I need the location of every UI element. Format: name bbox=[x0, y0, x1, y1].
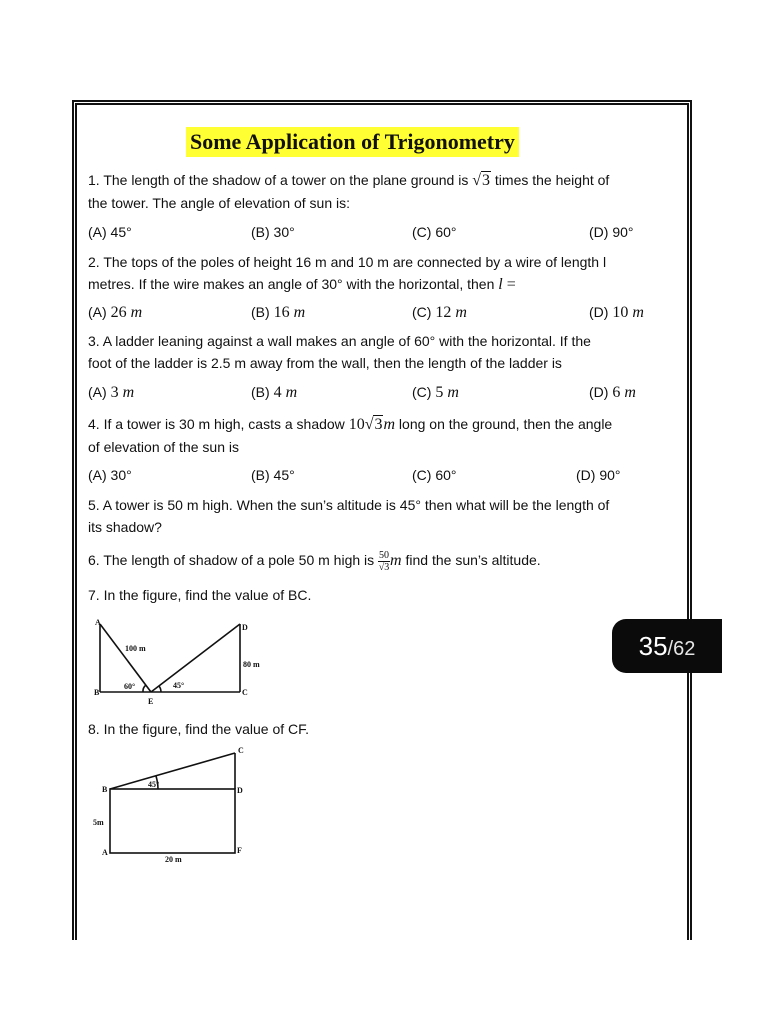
q4-text-b: long on the ground, then the angle bbox=[395, 416, 613, 432]
q5-line1: 5. A tower is 50 m high. When the sun’s altitude is 45° then what will be the length of bbox=[88, 497, 610, 513]
q1-sqrt: √3 bbox=[472, 172, 491, 189]
q2-option-c-label: (C) bbox=[412, 304, 436, 320]
q8-line1: 8. In the figure, find the value of CF. bbox=[88, 721, 310, 737]
question-7 bbox=[88, 584, 683, 606]
q2-option-d-label: (D) bbox=[589, 304, 613, 320]
q6-fraction-den: √3 bbox=[378, 561, 390, 573]
fig7-angle-right: 45° bbox=[173, 681, 185, 690]
question-4 bbox=[88, 413, 683, 458]
q1-option-c: (C) 60° bbox=[412, 224, 457, 240]
q3-option-a-value: 3 bbox=[110, 384, 123, 401]
q2-option-b-value: 16 bbox=[273, 304, 294, 321]
q1-option-d: (D) 90° bbox=[589, 224, 634, 240]
fig7-label-dc: 80 m bbox=[243, 660, 260, 669]
question-5 bbox=[88, 494, 683, 538]
q1-options bbox=[88, 221, 683, 243]
fig8-label-d: D bbox=[237, 786, 243, 795]
fig8-angle: 45° bbox=[148, 780, 160, 789]
fig7-label-e: E bbox=[148, 697, 154, 706]
q3-option-b-unit: m bbox=[285, 384, 298, 401]
question-3 bbox=[88, 330, 683, 374]
q2-line1: 2. The tops of the poles of height 16 m and 10 m are connected by a wire of length l bbox=[88, 254, 607, 270]
q4-option-b: (B) 45° bbox=[251, 467, 295, 483]
q3-option-c-unit: m bbox=[447, 384, 459, 401]
fig7-label-d: D bbox=[242, 623, 248, 632]
fig8-label-f: F bbox=[237, 846, 242, 855]
q1-text-a: 1. The length of the shadow of a tower on the plane ground is bbox=[88, 172, 473, 188]
fig7-label-c: C bbox=[242, 688, 248, 697]
q6-text-a: 6. The length of shadow of a pole 50 m high is bbox=[88, 552, 379, 568]
page-current: 35 bbox=[638, 631, 668, 661]
fig7-label-a: A bbox=[95, 618, 101, 627]
q2-option-d-value: 10 bbox=[612, 304, 633, 321]
fig8-label-a: A bbox=[102, 848, 108, 857]
q4-option-a: (A) 30° bbox=[88, 467, 132, 483]
figure-7-diagram bbox=[88, 615, 278, 710]
page-title: Some Application of Trigonometry bbox=[186, 127, 519, 157]
q4-sqrt: √3 bbox=[364, 416, 383, 433]
fig7-angle-arc-right bbox=[159, 686, 161, 692]
q3-options bbox=[88, 381, 683, 403]
question-8 bbox=[88, 718, 683, 740]
question-1 bbox=[88, 169, 683, 214]
q2-option-b-label: (B) bbox=[251, 304, 274, 320]
q3-option-c-label: (C) bbox=[412, 384, 436, 400]
fig7-line-ed bbox=[151, 624, 240, 692]
fig7-angle-left: 60° bbox=[124, 682, 136, 691]
q3-line2: foot of the ladder is 2.5 m away from the wall, then the length of the ladder is bbox=[88, 355, 562, 371]
q4-sqrt-radicand: 3 bbox=[374, 416, 383, 433]
question-2 bbox=[88, 251, 683, 296]
q1-text-b: times the height of bbox=[491, 172, 610, 188]
q6-fraction-num: 50 bbox=[379, 549, 390, 561]
fig8-label-ab: 5m bbox=[93, 818, 104, 827]
q2-options bbox=[88, 301, 683, 323]
q5-line2: its shadow? bbox=[88, 519, 162, 535]
question-6 bbox=[88, 549, 683, 573]
q2-option-c bbox=[412, 301, 467, 324]
page-total: /62 bbox=[667, 638, 696, 660]
fig8-label-af: 20 m bbox=[165, 855, 182, 864]
q6-unit: m bbox=[390, 552, 402, 569]
q2-option-a-label: (A) bbox=[88, 304, 111, 320]
q3-option-a bbox=[88, 381, 134, 404]
fig8-label-b: B bbox=[102, 785, 108, 794]
q1-option-a: (A) 45° bbox=[88, 224, 132, 240]
q3-option-d bbox=[589, 381, 636, 404]
q3-option-a-unit: m bbox=[122, 384, 135, 401]
q4-line2: of elevation of the sun is bbox=[88, 439, 239, 455]
q1-sqrt-radicand: 3 bbox=[482, 172, 491, 189]
q1-option-b: (B) 30° bbox=[251, 224, 295, 240]
q2-option-b bbox=[251, 301, 305, 324]
fig7-label-ae: 100 m bbox=[125, 644, 146, 653]
q2-option-a bbox=[88, 301, 142, 324]
q4-option-d: (D) 90° bbox=[576, 467, 621, 483]
page-indicator[interactable] bbox=[612, 619, 722, 673]
q3-option-a-label: (A) bbox=[88, 384, 111, 400]
q7-line1: 7. In the figure, find the value of BC. bbox=[88, 587, 312, 603]
q2-option-a-unit: m bbox=[130, 304, 143, 321]
q2-option-c-unit: m bbox=[455, 304, 467, 321]
q2-option-d-unit: m bbox=[632, 304, 644, 321]
q3-option-b bbox=[251, 381, 297, 404]
fig8-rectangle bbox=[110, 789, 235, 853]
q6-fraction bbox=[378, 550, 390, 573]
q3-option-b-label: (B) bbox=[251, 384, 274, 400]
q2-option-c-value: 12 bbox=[435, 304, 456, 321]
fig8-line-bc bbox=[110, 753, 235, 789]
q2-equals: = bbox=[502, 276, 516, 293]
fig8-label-c: C bbox=[238, 746, 244, 755]
q6-text-b: find the sun’s altitude. bbox=[401, 552, 541, 568]
q4-unit: m bbox=[383, 416, 396, 433]
q1-line2: the tower. The angle of elevation of sun is: bbox=[88, 195, 351, 211]
q2-line2: metres. If the wire makes an angle of 30° with the horizontal, then bbox=[88, 276, 499, 292]
q4-option-c: (C) 60° bbox=[412, 467, 457, 483]
q4-options bbox=[88, 464, 683, 486]
q3-option-c bbox=[412, 381, 459, 404]
q4-text-a: 4. If a tower is 30 m high, casts a shadow bbox=[88, 416, 349, 432]
q2-variable: l bbox=[498, 276, 503, 293]
figure-8-diagram bbox=[88, 742, 258, 867]
fig7-angle-arc-left bbox=[143, 685, 146, 692]
q3-line1: 3. A ladder leaning against a wall makes an angle of 60° with the horizontal. If the bbox=[88, 333, 591, 349]
fig7-label-b: B bbox=[94, 688, 100, 697]
q3-option-d-value: 6 bbox=[612, 384, 625, 401]
q3-option-b-value: 4 bbox=[273, 384, 286, 401]
q2-option-a-value: 26 bbox=[110, 304, 131, 321]
q3-option-d-unit: m bbox=[624, 384, 636, 401]
q4-coef: 10 bbox=[348, 416, 365, 433]
q3-option-c-value: 5 bbox=[435, 384, 448, 401]
q3-option-d-label: (D) bbox=[589, 384, 613, 400]
q2-option-b-unit: m bbox=[293, 304, 306, 321]
q2-option-d bbox=[589, 301, 644, 324]
